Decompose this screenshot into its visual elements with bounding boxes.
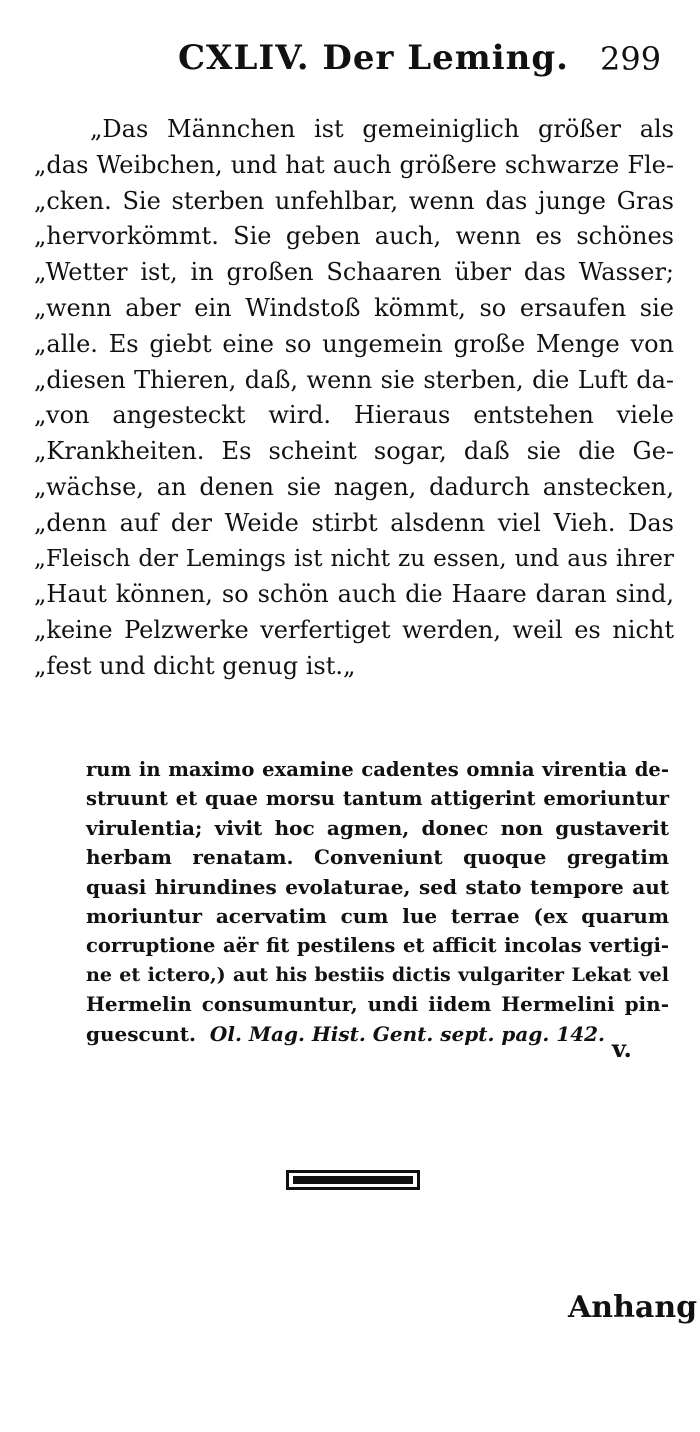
footnote-line: moriuntur acervatim cum lue terrae (ex quarum: [86, 903, 669, 928]
page-title: CXLIV. Der Leming.: [178, 38, 569, 78]
text-line: „Fleisch der Lemings ist nicht zu essen, und aus ihrer: [34, 545, 674, 572]
text-line: „wenn aber ein Windstoß kömmt, so ersaufen sie: [34, 293, 674, 322]
text-line: „Das Männchen ist gemeiniglich größer als: [90, 115, 674, 143]
footnote-line: ne et ictero,) aut his bestiis dictis vulgariter Lekat vel: [86, 963, 669, 986]
footnote-line: quasi hirundines evolaturae, sed stato tempore aut: [86, 874, 669, 899]
text-line: „cken. Sie sterben unfehlbar, wenn das junge Gras: [34, 186, 674, 215]
footnote-signature: v.: [612, 1034, 632, 1063]
footnote-line-text: guescunt.: [86, 1021, 196, 1046]
text-line: „denn auf der Weide stirbt alsdenn viel Vieh. Das: [34, 508, 674, 537]
text-line: „hervorkömmt. Sie geben auch, wenn es schönes: [34, 222, 674, 251]
text-line: „keine Pelzwerke verfertiget werden, weil es nicht: [34, 616, 674, 645]
footnote-line: virulentia; vivit hoc agmen, donec non gustaverit: [86, 815, 669, 840]
text-line: „Krankheiten. Es scheint sogar, daß sie die Ge-: [34, 437, 674, 466]
text-line: „diesen Thieren, daß, wenn sie sterben, die Luft da-: [34, 365, 674, 394]
source-citation: Ol. Mag. Hist. Gent. sept. pag. 142.: [209, 1021, 605, 1046]
footnote-line: struunt et quae morsu tantum attigerint emoriuntur: [86, 787, 669, 811]
text-line: „fest und dicht genug ist.„: [34, 651, 356, 680]
running-head: [0, 38, 700, 88]
text-line: „alle. Es giebt eine so ungemein große Menge von: [34, 329, 674, 358]
footnote-last-line: [86, 1020, 669, 1049]
footnote-line: herbam renatam. Conveniunt quoque gregatim: [86, 845, 669, 870]
section-divider-ornament: [286, 1170, 420, 1190]
text-line: „Haut können, so schön auch die Haare daran sind,: [34, 580, 674, 609]
text-line: „das Weibchen, und hat auch größere schwarze Fle-: [34, 150, 674, 179]
page-number: 299: [600, 40, 662, 78]
footnote-line: Hermelin consumuntur, undi iidem Hermelini pin-: [86, 992, 669, 1017]
text-line: „wächse, an denen sie nagen, dadurch anstecken,: [34, 472, 674, 501]
footnote-line: corruptione aër fit pestilens et afficit incolas vertigi-: [86, 934, 669, 958]
text-line: „von angesteckt wird. Hieraus entstehen viele: [34, 401, 674, 430]
text-line: „Wetter ist, in großen Schaaren über das Wasser;: [34, 258, 674, 287]
footnote-line: rum in maximo examine cadentes omnia virentia de-: [86, 758, 669, 781]
divider-bar: [293, 1176, 413, 1184]
latin-footnote: [86, 755, 669, 1049]
german-quoted-paragraph: [34, 112, 674, 685]
catchword: Anhang: [568, 1290, 698, 1325]
